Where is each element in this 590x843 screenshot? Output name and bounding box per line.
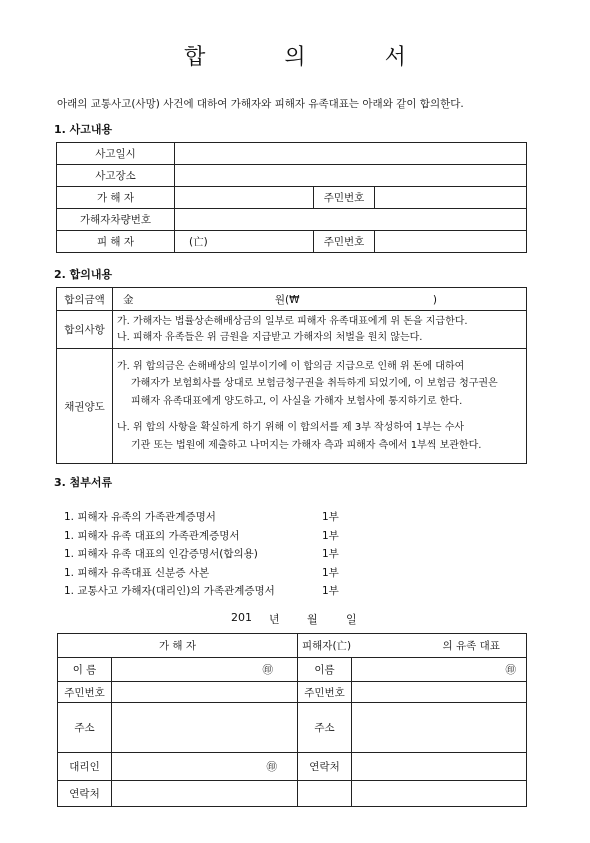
attachment-list: [64, 509, 339, 602]
section2-heading: 2. 합의내용: [54, 268, 113, 281]
assignment-1-line1: 가. 위 합의금은 손해배상의 일부이기에 이 합의금 지급으로 인해 위 돈에 대하여: [117, 360, 465, 372]
intro-text: 아래의 교통사고(사망) 사건에 대하여 가해자와 피해자 유족대표는 아래와 같이 합의한다.: [57, 98, 464, 110]
offender-label: 가 해 자: [57, 187, 175, 209]
victim-name-label: 이름: [298, 658, 352, 682]
assignment-1-line2: 가해자가 보험회사를 상대로 보험금청구권을 취득하게 되었기에, 이 보험금 청구권은: [131, 378, 498, 390]
accident-place-field[interactable]: [175, 165, 527, 187]
vehicle-no-field[interactable]: [175, 209, 527, 231]
victim-label: 피 해 자: [57, 231, 175, 253]
attachment-item: [64, 583, 339, 602]
offender-resident-no-field[interactable]: [375, 187, 527, 209]
amount-label: 합의금액: [57, 288, 113, 311]
victim-contact-field[interactable]: [352, 753, 527, 781]
victim-address-label: 주소: [298, 703, 352, 753]
offender-field[interactable]: [175, 187, 314, 209]
terms-item-2: 나. 피해자 유족들은 위 금원을 지급받고 가해자의 처벌을 원치 않는다.: [117, 331, 423, 343]
empty-cell: [298, 781, 352, 807]
amount-close: ): [432, 293, 437, 306]
amount-field[interactable]: [113, 288, 527, 311]
accident-table: [56, 142, 527, 253]
offender-name-field[interactable]: [112, 658, 298, 682]
attachment-count: 1부: [322, 585, 339, 598]
attachment-label: 1. 교통사고 가해자(대리인)의 가족관계증명서: [64, 585, 275, 598]
attachment-item: [64, 528, 339, 547]
victim-header-label: 피해자(亡): [302, 640, 352, 652]
section3-heading: 3. 첨부서류: [54, 476, 113, 489]
attachment-label: 1. 피해자 유족의 가족관계증명서: [64, 511, 216, 523]
victim-field[interactable]: [175, 231, 314, 253]
attachment-count: 1부: [322, 566, 339, 579]
terms-label: 합의사항: [57, 311, 113, 349]
victim-header: [298, 634, 527, 658]
offender-resident-no-label: 주민번호: [314, 187, 375, 209]
attachment-label: 1. 피해자 유족 대표의 인감증명서(합의용): [64, 548, 258, 561]
agreement-table: [56, 287, 527, 464]
assignment-label: 채권양도: [57, 349, 113, 464]
signature-table: [57, 633, 527, 807]
victim-resident-no-field[interactable]: [375, 231, 527, 253]
accident-date-field[interactable]: [175, 143, 527, 165]
attachment-item: [64, 509, 339, 528]
offender-contact-field[interactable]: [112, 781, 298, 807]
assignment-2-line2: 기관 또는 법원에 제출하고 나머지는 가해자 측과 피해자 측에서 1부씩 보관한다.: [131, 439, 482, 451]
offender-contact-label: 연락처: [58, 781, 112, 807]
date-month-unit: 월: [307, 613, 318, 626]
victim-deceased-mark: (亡): [189, 236, 208, 248]
assignment-2-line1: 나. 위 합의 사항을 확실하게 하기 위해 이 합의서를 제 3부 작성하여 1부는 수사: [117, 422, 465, 434]
attachment-item: [64, 565, 339, 584]
date-day-unit: 일: [346, 613, 357, 626]
empty-cell: [352, 781, 527, 807]
amount-won: 원(₩: [274, 293, 300, 306]
vehicle-no-label: 가해자차량번호: [57, 209, 175, 231]
agent-label: 대리인: [58, 753, 112, 781]
section1-heading: 1. 사고내용: [54, 123, 113, 136]
terms-item-1: 가. 가해자는 법률상손해배상금의 일부로 피해자 유족대표에게 위 돈을 지급한다.: [117, 315, 468, 327]
offender-resident-no-field[interactable]: [112, 682, 298, 703]
attachment-item: [64, 546, 339, 565]
offender-name-label: 이 름: [58, 658, 112, 682]
accident-date-label: 사고일시: [57, 143, 175, 165]
accident-place-label: 사고장소: [57, 165, 175, 187]
seal-icon: ㊞: [505, 664, 516, 676]
offender-address-label: 주소: [58, 703, 112, 753]
offender-resident-no-label: 주민번호: [58, 682, 112, 703]
victim-resident-no-label: 주민번호: [314, 231, 375, 253]
attachment-count: 1부: [322, 529, 339, 542]
amount-prefix: 金: [123, 293, 134, 306]
victim-resident-no-label: 주민번호: [298, 682, 352, 703]
agent-field[interactable]: [112, 753, 298, 781]
victim-name-field[interactable]: [352, 658, 527, 682]
victim-address-field[interactable]: [352, 703, 527, 753]
date-year[interactable]: 201: [231, 611, 252, 624]
victim-contact-label: 연락처: [298, 753, 352, 781]
attachment-label: 1. 피해자 유족 대표의 가족관계증명서: [64, 529, 240, 542]
page-title: 합 의 서: [184, 45, 442, 70]
date-year-unit: 년: [269, 613, 280, 626]
victim-header-suffix: 의 유족 대표: [442, 640, 500, 652]
attachment-label: 1. 피해자 유족대표 신분증 사본: [64, 566, 210, 579]
seal-icon: ㊞: [262, 664, 274, 676]
attachment-count: 1부: [322, 511, 339, 523]
offender-header: 가 해 자: [58, 634, 298, 658]
assignment-1-line3: 피해자 유족대표에게 양도하고, 이 사실을 가해자 보험사에 통지하기로 한다.: [131, 395, 463, 407]
attachment-count: 1부: [322, 548, 339, 561]
offender-address-field[interactable]: [112, 703, 298, 753]
victim-resident-no-field[interactable]: [352, 682, 527, 703]
seal-icon: ㊞: [266, 761, 278, 773]
